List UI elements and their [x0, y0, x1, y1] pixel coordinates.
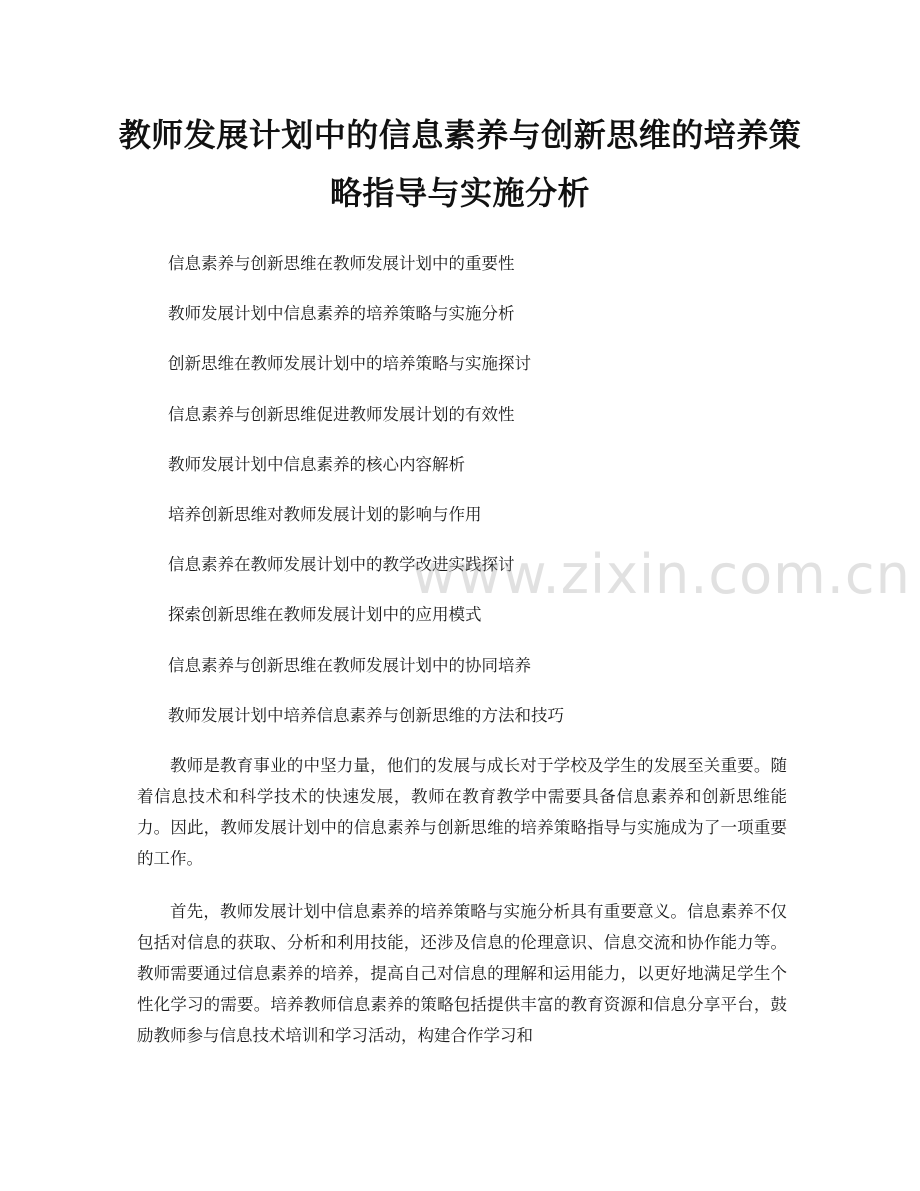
toc-item: 教师发展计划中信息素养的核心内容解析 [168, 454, 465, 474]
toc-item: 信息素养与创新思维在教师发展计划中的重要性 [168, 254, 515, 273]
toc-item: 信息素养在教师发展计划中的教学改进实践探讨 [168, 555, 515, 575]
body-paragraph: 首先，教师发展计划中信息素养的培养策略与实施分析具有重要意义。信息素养不仅包括对信息的获取、分析和利用技能，还涉及信息的伦理意识、信息交流和协作能力等。教师需要通过信息素养的培养，提高自己对信息的理解和运用能力，以更好地满足学生个性化学习的需要。培养教师信息素养的策略包括提供丰富的教育资源和信息分享平台，鼓励教师参与信息技术培训和学习活动，构建合作学习和 [137, 902, 787, 1045]
toc-item: 创新思维在教师发展计划中的培养策略与实施探讨 [168, 354, 531, 374]
toc-item: 培养创新思维对教师发展计划的影响与作用 [168, 504, 482, 524]
toc-item: 信息素养与创新思维在教师发展计划中的协同培养 [168, 655, 531, 675]
toc-item: 探索创新思维在教师发展计划中的应用模式 [168, 605, 482, 625]
watermark: www.zixin.com.cn [412, 543, 911, 606]
toc-item: 教师发展计划中信息素养的培养策略与实施分析 [168, 304, 515, 324]
document-body [137, 750, 787, 1073]
toc-item: 信息素养与创新思维促进教师发展计划的有效性 [168, 404, 515, 424]
document-title: 教师发展计划中的信息素养与创新思维的培养策略指导与实施分析 [118, 116, 802, 212]
toc-item: 教师发展计划中培养信息素养与创新思维的方法和技巧 [168, 705, 564, 725]
table-of-contents [168, 249, 564, 751]
body-paragraph: 教师是教育事业的中坚力量，他们的发展与成长对于学校及学生的发展至关重要。随着信息技术和科学技术的快速发展，教师在教育教学中需要具备信息素养和创新思维能力。因此，教师发展计划中的信息素养与创新思维的培养策略指导与实施成为了一项重要的工作。 [137, 756, 787, 868]
